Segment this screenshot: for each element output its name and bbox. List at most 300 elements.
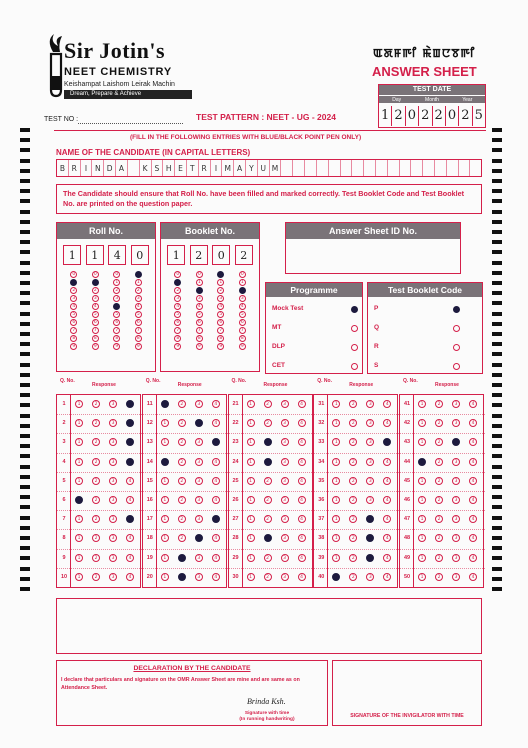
digit-bubble[interactable]: 5 [196,311,203,318]
digit-bubble[interactable]: 2 [92,287,99,294]
answer-bubble[interactable]: 2 [178,573,186,581]
digit-bubble[interactable]: 2 [196,287,203,294]
answer-bubble[interactable]: 4 [212,477,220,485]
digit-bubble[interactable]: 1 [196,279,203,286]
answer-bubble[interactable]: 4 [383,534,391,542]
answer-bubble[interactable]: 1 [75,496,83,504]
answer-bubble[interactable]: 1 [418,477,426,485]
answer-bubble[interactable]: 3 [281,438,289,446]
digit-bubble[interactable]: 8 [135,335,142,342]
digit-bubble[interactable]: 8 [239,335,246,342]
answer-bubble[interactable]: 1 [418,534,426,542]
answer-bubble[interactable]: 4 [469,477,477,485]
name-letter-box[interactable]: I [81,160,93,176]
answer-bubble[interactable]: 2 [349,554,357,562]
answer-bubble[interactable]: 4 [126,554,134,562]
answer-bubble[interactable]: 3 [366,554,374,562]
answer-bubble[interactable]: 2 [435,438,443,446]
answer-bubble[interactable]: 1 [161,458,169,466]
answer-bubble[interactable]: 4 [212,400,220,408]
answer-bubble[interactable]: 4 [298,496,306,504]
answer-bubble[interactable]: 4 [298,477,306,485]
option-bubble[interactable] [351,363,358,370]
answer-bubble[interactable]: 3 [452,534,460,542]
answer-bubble[interactable]: 3 [109,438,117,446]
digit-bubble[interactable]: 4 [92,303,99,310]
answer-bubble[interactable]: 1 [418,515,426,523]
answer-bubble[interactable]: 3 [366,438,374,446]
answer-bubble[interactable]: 3 [195,438,203,446]
answer-bubble[interactable]: 2 [264,496,272,504]
answer-bubble[interactable]: 4 [469,400,477,408]
digit-bubble[interactable]: 9 [174,343,181,350]
answer-bubble[interactable]: 2 [92,573,100,581]
answer-bubble[interactable]: 4 [126,534,134,542]
option-row[interactable] [374,343,462,353]
digit-bubble[interactable]: 6 [135,319,142,326]
answer-bubble[interactable]: 2 [349,438,357,446]
answer-bubble[interactable]: 2 [92,438,100,446]
answer-bubble[interactable]: 3 [281,496,289,504]
booklet-digit[interactable]: 2 [235,245,253,265]
answer-bubble[interactable]: 3 [366,458,374,466]
answer-bubble[interactable]: 2 [349,496,357,504]
answer-bubble[interactable]: 2 [435,554,443,562]
answer-bubble[interactable]: 2 [264,419,272,427]
name-letter-box[interactable]: K [140,160,152,176]
answer-bubble[interactable]: 4 [298,458,306,466]
digit-bubble[interactable]: 9 [217,343,224,350]
name-letter-box[interactable]: N [92,160,104,176]
answer-bubble[interactable]: 3 [281,554,289,562]
answer-bubble[interactable]: 3 [366,496,374,504]
answer-bubble[interactable]: 4 [298,554,306,562]
answer-bubble[interactable]: 2 [264,554,272,562]
booklet-digit[interactable]: 2 [190,245,208,265]
answer-bubble[interactable]: 2 [349,419,357,427]
answer-bubble[interactable]: 4 [212,419,220,427]
option-bubble[interactable] [453,325,460,332]
digit-bubble[interactable]: 1 [113,279,120,286]
answer-bubble[interactable]: 2 [435,419,443,427]
answer-bubble[interactable]: 3 [366,515,374,523]
answer-bubble[interactable]: 3 [109,496,117,504]
test-no-field[interactable] [78,123,183,124]
answer-bubble[interactable]: 3 [109,515,117,523]
name-letter-box[interactable] [435,160,447,176]
answer-bubble[interactable]: 3 [281,477,289,485]
answer-bubble[interactable]: 3 [452,477,460,485]
name-letter-box[interactable]: U [258,160,270,176]
answer-bubble[interactable]: 4 [298,400,306,408]
answer-bubble[interactable]: 2 [349,534,357,542]
answer-bubble[interactable]: 3 [109,573,117,581]
answer-bubble[interactable]: 1 [332,419,340,427]
name-letter-box[interactable]: E [175,160,187,176]
digit-bubble[interactable]: 6 [174,319,181,326]
answer-bubble[interactable]: 2 [178,496,186,504]
date-digit[interactable]: 2 [392,106,405,126]
answer-bubble[interactable]: 1 [161,534,169,542]
candidate-signature[interactable]: Brinda Ksh. [247,697,286,706]
date-digit[interactable]: 0 [446,106,459,126]
answer-bubble[interactable]: 2 [349,477,357,485]
answer-bubble[interactable]: 2 [264,573,272,581]
digit-bubble[interactable]: 5 [174,311,181,318]
answer-bubble[interactable]: 4 [126,477,134,485]
name-letter-box[interactable] [364,160,376,176]
roll-digit[interactable]: 0 [131,245,149,265]
answer-bubble[interactable]: 3 [366,419,374,427]
answer-bubble[interactable]: 4 [469,496,477,504]
digit-bubble[interactable]: 4 [70,303,77,310]
answer-bubble[interactable]: 4 [383,554,391,562]
answer-bubble[interactable]: 1 [161,554,169,562]
name-letter-box[interactable] [400,160,412,176]
digit-bubble[interactable]: 3 [92,295,99,302]
digit-bubble[interactable]: 9 [70,343,77,350]
option-row[interactable] [272,362,360,372]
name-letter-box[interactable] [329,160,341,176]
digit-bubble[interactable]: 5 [239,311,246,318]
answer-bubble[interactable]: 4 [383,438,391,446]
answer-bubble[interactable]: 3 [281,400,289,408]
digit-bubble[interactable]: 0 [92,271,99,278]
answer-bubble[interactable]: 1 [332,554,340,562]
answer-bubble[interactable]: 4 [383,477,391,485]
answer-bubble[interactable]: 1 [75,419,83,427]
name-letter-box[interactable]: R [199,160,211,176]
name-letter-box[interactable]: H [163,160,175,176]
digit-bubble[interactable]: 1 [135,279,142,286]
booklet-digit[interactable]: 1 [167,245,185,265]
digit-bubble[interactable]: 7 [174,327,181,334]
answer-bubble[interactable]: 4 [298,419,306,427]
answer-bubble[interactable]: 2 [92,477,100,485]
digit-bubble[interactable]: 1 [174,279,181,286]
answer-bubble[interactable]: 2 [349,458,357,466]
answer-bubble[interactable]: 3 [109,458,117,466]
option-row[interactable] [374,324,462,334]
name-letter-box[interactable] [388,160,400,176]
roll-digit[interactable]: 1 [63,245,81,265]
answer-bubble[interactable]: 4 [126,438,134,446]
option-bubble[interactable] [351,344,358,351]
answer-bubble[interactable]: 4 [298,515,306,523]
answer-bubble[interactable]: 2 [178,400,186,408]
answer-bubble[interactable]: 1 [247,515,255,523]
name-letter-box[interactable] [470,160,481,176]
answer-bubble[interactable]: 3 [366,477,374,485]
name-letter-box[interactable]: A [116,160,128,176]
digit-bubble[interactable]: 4 [113,303,120,310]
answer-bubble[interactable]: 3 [281,419,289,427]
answer-bubble[interactable]: 1 [75,554,83,562]
answer-bubble[interactable]: 3 [109,477,117,485]
digit-bubble[interactable]: 0 [113,271,120,278]
answer-bubble[interactable]: 2 [349,515,357,523]
digit-bubble[interactable]: 0 [239,271,246,278]
digit-bubble[interactable]: 5 [113,311,120,318]
answer-bubble[interactable]: 2 [178,534,186,542]
answer-bubble[interactable]: 4 [298,573,306,581]
answer-bubble[interactable]: 1 [418,554,426,562]
digit-bubble[interactable]: 0 [135,271,142,278]
date-digit[interactable]: 2 [459,106,472,126]
date-digit[interactable]: 5 [474,108,483,123]
answer-bubble[interactable]: 2 [264,438,272,446]
digit-bubble[interactable]: 1 [239,279,246,286]
answer-bubble[interactable]: 2 [349,573,357,581]
answer-bubble[interactable]: 2 [264,515,272,523]
answer-bubble[interactable]: 2 [92,534,100,542]
answer-bubble[interactable]: 1 [161,477,169,485]
digit-bubble[interactable]: 7 [196,327,203,334]
answer-bubble[interactable]: 1 [418,438,426,446]
name-letter-box[interactable] [305,160,317,176]
digit-bubble[interactable]: 3 [135,295,142,302]
answer-bubble[interactable]: 4 [212,458,220,466]
digit-bubble[interactable]: 0 [174,271,181,278]
answer-bubble[interactable]: 4 [383,496,391,504]
answer-bubble[interactable]: 1 [332,458,340,466]
digit-bubble[interactable]: 2 [135,287,142,294]
answer-bubble[interactable]: 3 [195,554,203,562]
name-letter-box[interactable]: T [187,160,199,176]
name-letter-box[interactable]: B [57,160,69,176]
answer-bubble[interactable]: 1 [75,573,83,581]
name-letter-box[interactable]: R [69,160,81,176]
digit-bubble[interactable]: 5 [217,311,224,318]
date-digit[interactable]: 0 [406,106,419,126]
answer-bubble[interactable]: 1 [247,534,255,542]
answer-bubble[interactable]: 4 [383,458,391,466]
answer-bubble[interactable]: 3 [281,458,289,466]
answer-bubble[interactable]: 2 [435,477,443,485]
answer-bubble[interactable]: 1 [332,477,340,485]
name-letter-box[interactable] [293,160,305,176]
answer-bubble[interactable]: 1 [161,496,169,504]
answer-bubble[interactable]: 3 [109,400,117,408]
answer-bubble[interactable]: 4 [383,515,391,523]
name-letter-box[interactable] [376,160,388,176]
answer-bubble[interactable]: 2 [435,496,443,504]
answer-bubble[interactable]: 4 [212,438,220,446]
answer-bubble[interactable]: 3 [366,400,374,408]
digit-bubble[interactable]: 4 [135,303,142,310]
answer-bubble[interactable]: 2 [178,458,186,466]
name-letter-box[interactable] [317,160,329,176]
option-row[interactable] [272,343,360,353]
answer-bubble[interactable]: 1 [75,477,83,485]
answer-bubble[interactable]: 4 [212,496,220,504]
digit-bubble[interactable]: 4 [217,303,224,310]
answer-bubble[interactable]: 2 [435,400,443,408]
option-bubble[interactable] [453,344,460,351]
option-bubble[interactable] [453,306,460,313]
name-letter-box[interactable] [447,160,459,176]
digit-bubble[interactable]: 5 [92,311,99,318]
answer-bubble[interactable]: 4 [126,515,134,523]
answer-bubble[interactable]: 1 [332,496,340,504]
digit-bubble[interactable]: 7 [92,327,99,334]
answer-bubble[interactable]: 3 [452,496,460,504]
answer-bubble[interactable]: 1 [161,573,169,581]
booklet-digit[interactable]: 0 [212,245,230,265]
answer-bubble[interactable]: 2 [178,515,186,523]
answer-bubble[interactable]: 4 [212,573,220,581]
name-letter-box[interactable] [128,160,140,176]
answer-bubble[interactable]: 4 [126,496,134,504]
answer-bubble[interactable]: 2 [178,438,186,446]
option-row[interactable] [272,324,360,334]
digit-bubble[interactable]: 2 [174,287,181,294]
digit-bubble[interactable]: 6 [92,319,99,326]
answer-bubble[interactable]: 3 [281,573,289,581]
answer-bubble[interactable]: 3 [195,515,203,523]
name-letter-box[interactable] [459,160,471,176]
answer-bubble[interactable]: 4 [383,573,391,581]
answer-bubble[interactable]: 2 [264,458,272,466]
digit-bubble[interactable]: 5 [70,311,77,318]
answer-bubble[interactable]: 1 [418,496,426,504]
answer-bubble[interactable]: 2 [92,400,100,408]
digit-bubble[interactable]: 6 [70,319,77,326]
option-bubble[interactable] [351,306,358,313]
name-letter-box[interactable] [423,160,435,176]
digit-bubble[interactable]: 6 [239,319,246,326]
answer-bubble[interactable]: 3 [195,458,203,466]
name-letter-box[interactable]: A [234,160,246,176]
digit-bubble[interactable]: 7 [70,327,77,334]
answer-bubble[interactable]: 1 [332,438,340,446]
digit-bubble[interactable]: 7 [113,327,120,334]
digit-bubble[interactable]: 0 [196,271,203,278]
answer-bubble[interactable]: 1 [247,573,255,581]
name-letter-box[interactable]: M [270,160,282,176]
date-digit[interactable]: 2 [419,106,432,126]
answer-bubble[interactable]: 3 [366,573,374,581]
digit-bubble[interactable]: 2 [239,287,246,294]
answer-bubble[interactable]: 3 [452,554,460,562]
digit-bubble[interactable]: 9 [92,343,99,350]
answer-bubble[interactable]: 2 [435,534,443,542]
answer-bubble[interactable]: 2 [264,534,272,542]
option-row[interactable] [374,362,462,372]
name-letter-box[interactable]: S [152,160,164,176]
answer-bubble[interactable]: 4 [212,554,220,562]
answer-bubble[interactable]: 2 [92,554,100,562]
answer-bubble[interactable]: 4 [469,573,477,581]
answer-bubble[interactable]: 4 [383,400,391,408]
answer-bubble[interactable]: 3 [195,419,203,427]
digit-bubble[interactable]: 8 [217,335,224,342]
answer-bubble[interactable]: 1 [332,400,340,408]
answer-bubble[interactable]: 1 [75,400,83,408]
answer-bubble[interactable]: 1 [247,458,255,466]
name-letter-box[interactable] [411,160,423,176]
answer-bubble[interactable]: 1 [418,400,426,408]
invigilator-block[interactable] [332,660,482,726]
digit-bubble[interactable]: 6 [217,319,224,326]
answer-bubble[interactable]: 1 [75,515,83,523]
roll-digit[interactable]: 1 [86,245,104,265]
digit-bubble[interactable]: 9 [239,343,246,350]
digit-bubble[interactable]: 7 [217,327,224,334]
answer-bubble[interactable]: 1 [75,534,83,542]
answer-bubble[interactable]: 2 [435,573,443,581]
name-letter-box[interactable] [352,160,364,176]
answer-bubble[interactable]: 4 [469,554,477,562]
answer-bubble[interactable]: 3 [109,554,117,562]
answer-bubble[interactable]: 1 [418,573,426,581]
answer-bubble[interactable]: 1 [247,496,255,504]
digit-bubble[interactable]: 8 [70,335,77,342]
answer-bubble[interactable]: 1 [161,400,169,408]
answer-bubble[interactable]: 4 [212,515,220,523]
digit-bubble[interactable]: 3 [174,295,181,302]
answer-bubble[interactable]: 2 [264,477,272,485]
name-letter-box[interactable]: D [104,160,116,176]
answer-bubble[interactable]: 4 [298,534,306,542]
name-letter-box[interactable]: Y [246,160,258,176]
digit-bubble[interactable]: 9 [113,343,120,350]
answer-bubble[interactable]: 4 [212,534,220,542]
option-row[interactable] [374,305,462,315]
answer-bubble[interactable]: 3 [452,438,460,446]
digit-bubble[interactable]: 7 [239,327,246,334]
digit-bubble[interactable]: 1 [92,279,99,286]
answer-bubble[interactable]: 3 [195,573,203,581]
answer-bubble[interactable]: 4 [469,438,477,446]
answer-bubble[interactable]: 1 [75,458,83,466]
option-bubble[interactable] [351,325,358,332]
answer-bubble[interactable]: 4 [126,458,134,466]
answer-bubble[interactable]: 3 [195,534,203,542]
answer-bubble[interactable]: 4 [469,419,477,427]
answer-bubble[interactable]: 3 [281,534,289,542]
answer-bubble[interactable]: 3 [109,419,117,427]
name-letter-box[interactable]: M [222,160,234,176]
digit-bubble[interactable]: 3 [196,295,203,302]
answer-bubble[interactable]: 1 [332,515,340,523]
answer-bubble[interactable]: 1 [247,477,255,485]
answer-bubble[interactable]: 2 [92,515,100,523]
answer-bubble[interactable]: 2 [349,400,357,408]
answer-bubble[interactable]: 1 [161,419,169,427]
answer-bubble[interactable]: 4 [126,400,134,408]
digit-bubble[interactable]: 9 [135,343,142,350]
date-digit[interactable]: 1 [379,106,392,126]
answer-bubble[interactable]: 1 [75,438,83,446]
digit-bubble[interactable]: 6 [196,319,203,326]
answer-bubble[interactable]: 3 [452,515,460,523]
digit-bubble[interactable]: 3 [217,295,224,302]
answer-bubble[interactable]: 1 [332,573,340,581]
answer-bubble[interactable]: 4 [298,438,306,446]
digit-bubble[interactable]: 1 [70,279,77,286]
answer-bubble[interactable]: 3 [195,477,203,485]
digit-bubble[interactable]: 3 [113,295,120,302]
digit-bubble[interactable]: 2 [70,287,77,294]
answer-bubble[interactable]: 3 [452,419,460,427]
digit-bubble[interactable]: 3 [70,295,77,302]
answer-bubble[interactable]: 2 [178,477,186,485]
digit-bubble[interactable]: 1 [217,279,224,286]
answer-bubble[interactable]: 4 [469,458,477,466]
digit-bubble[interactable]: 3 [239,295,246,302]
answer-bubble[interactable]: 1 [247,438,255,446]
